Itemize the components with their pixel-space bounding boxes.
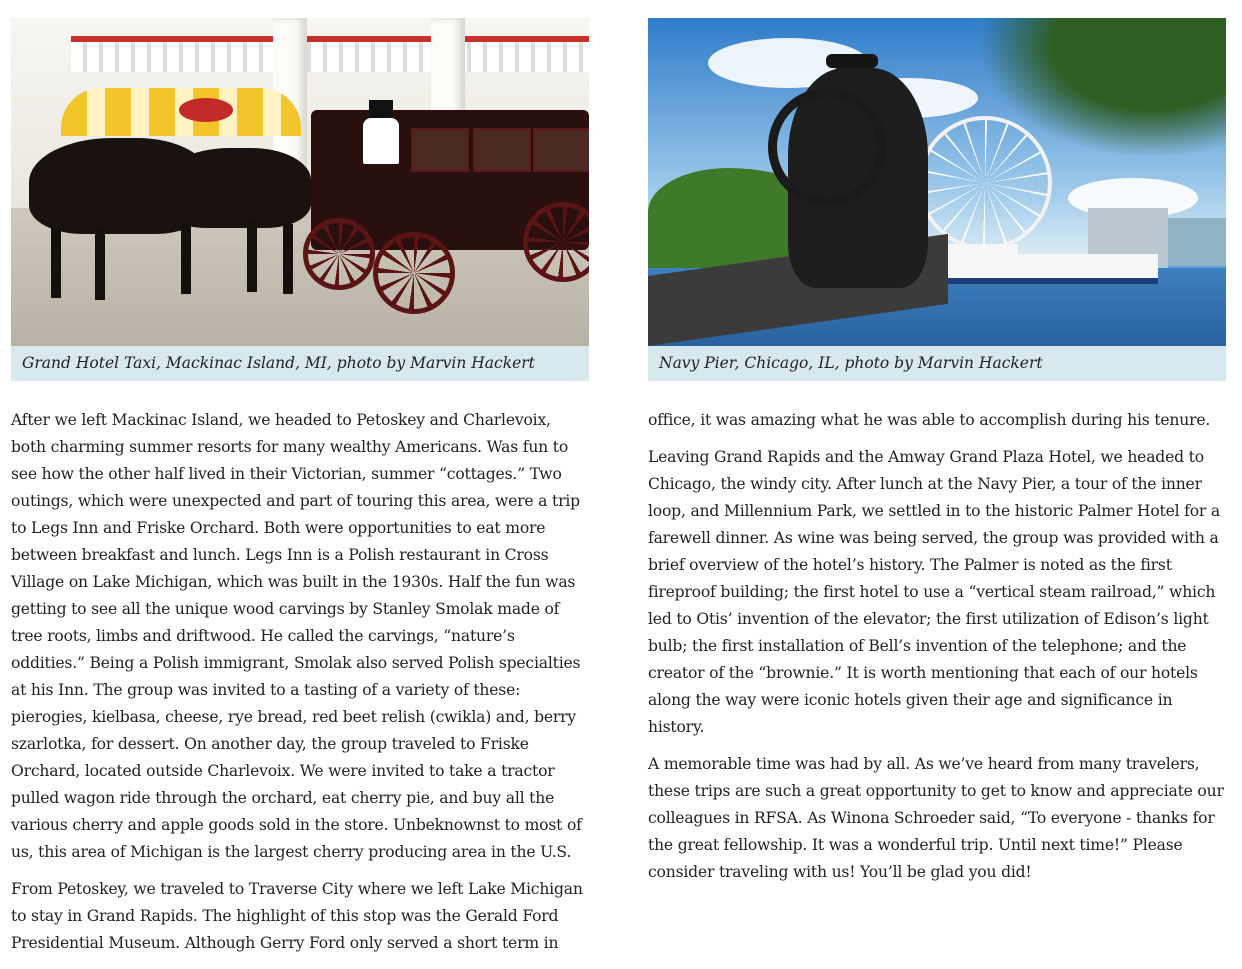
grand-hotel-taxi-photo <box>11 18 589 346</box>
navy-pier-photo <box>648 18 1226 346</box>
article-text <box>11 407 589 957</box>
paragraph: Leaving Grand Rapids and the Amway Grand Plaza Hotel, we headed to Chicago, the windy city. After lunch at the Navy Pier, a tour of the inner loop, and Millennium Park, we settled in to the historic Palmer Hotel for a farewell dinner. As wine was being served, the group was provided with a brief overview of the hotel’s history. The Palmer is noted as the first fireproof building; the first hotel to use a “vertical steam railroad,” which led to Otis’ invention of the elevator; the first utilization of Edison’s light bulb; the first installation of Bell’s invention of the telephone; and the creator of the “brownie.” It is worth mentioning that each of our hotels along the way were iconic hotels given their age and significance in history. <box>648 448 1221 736</box>
left-column <box>11 18 589 967</box>
right-column <box>648 18 1226 896</box>
paragraph: After we left Mackinac Island, we headed to Petoskey and Charlevoix, both charming summer resorts for many wealthy Americans. Was fun to see how the other half lived in their Victorian, summer “cottages.” Two outings, which were unexpected and part of touring this area, were a trip to Legs Inn and Friske Orchard. Both were opportunities to eat more between breakfast and lunch. Legs Inn is a Polish restaurant in Cross Village on Lake Michigan, which was built in the 1930s. Half the fun was getting to see all the unique wood carvings by Stanley Smolak made of tree roots, limbs and driftwood. He called the carvings, “nature’s oddities.” Being a Polish immigrant, Smolak also served Polish specialties at his Inn. The group was invited to a tasting of a variety of these: pierogies, kielbasa, cheese, rye bread, red beet relish (cwikla) and, berry szarlotka, for dessert. On another day, the group traveled to Friske Orchard, located outside Charlevoix. We were invited to take a tractor pulled wagon ride through the orchard, eat cherry pie, and buy all the various cherry and apple goods sold in the store. Unbeknownst to most of us, this area of Michigan is the largest cherry producing area in the U.S. <box>11 411 582 861</box>
paragraph: office, it was amazing what he was able to accomplish during his tenure. <box>648 411 1211 429</box>
paragraph: A memorable time was had by all. As we’ve heard from many travelers, these trips are such a great opportunity to get to know and appreciate our colleagues in RFSA. As Winona Schroeder said, “To everyone - thanks for the great fellowship. It was a wonderful trip. Until next time!” Please consider traveling with us! You’ll be glad you did! <box>648 755 1224 881</box>
photo-caption: Navy Pier, Chicago, IL, photo by Marvin Hackert <box>648 346 1226 381</box>
article-text <box>648 407 1226 886</box>
paragraph: From Petoskey, we traveled to Traverse City where we left Lake Michigan to stay in Grand Rapids. The highlight of this stop was the Gerald Ford Presidential Museum. Although Gerry Ford only served a short term in <box>11 880 583 952</box>
photo-caption: Grand Hotel Taxi, Mackinac Island, MI, photo by Marvin Hackert <box>11 346 589 381</box>
